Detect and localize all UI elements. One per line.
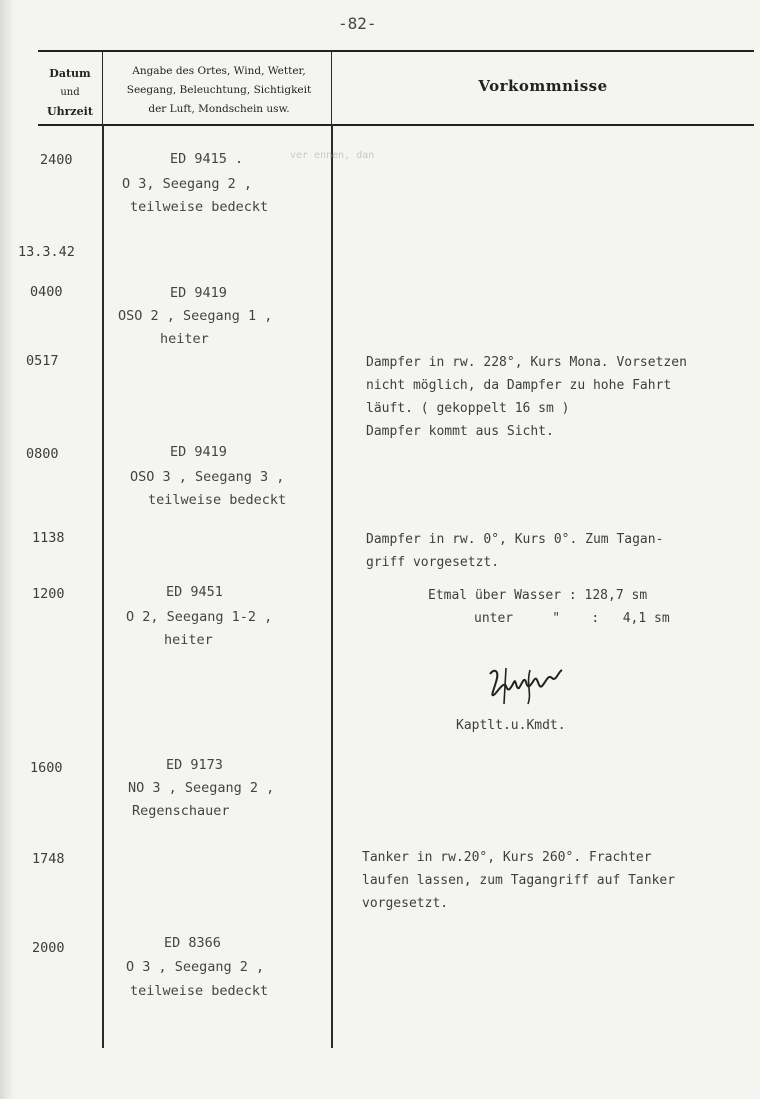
column-divider-2	[331, 124, 333, 1048]
event-line: Dampfer kommt aus Sicht.	[366, 424, 554, 439]
header-events: Vorkommnisse	[478, 77, 608, 95]
wind-sea-state: O 3, Seegang 2 ,	[122, 176, 253, 192]
sky-condition: teilweise bedeckt	[130, 199, 269, 215]
event-line: läuft. ( gekoppelt 16 sm )	[366, 401, 570, 416]
position-grid: ED 8366	[164, 935, 221, 951]
event-line: laufen lassen, zum Tagangriff auf Tanker	[362, 873, 676, 888]
sky-condition: teilweise bedeckt	[148, 492, 287, 508]
entry-time: 1200	[32, 586, 65, 602]
etmal-submerged: unter " : 4,1 sm	[474, 611, 670, 626]
wind-sea-state: OSO 3 , Seegang 3 ,	[130, 469, 285, 485]
position-grid: ED 9173	[166, 757, 223, 773]
sky-condition: heiter	[164, 632, 213, 648]
header-divider-1	[102, 52, 103, 124]
position-grid: ED 9419	[170, 285, 227, 301]
wind-sea-state: O 2, Seegang 1-2 ,	[126, 609, 273, 625]
event-line: Dampfer in rw. 228°, Kurs Mona. Vorsetzen	[366, 355, 687, 370]
event-line: vorgesetzt.	[362, 896, 449, 911]
sky-condition: heiter	[160, 331, 209, 347]
position-grid: ED 9415 .	[170, 151, 244, 167]
entry-time: 2400	[40, 152, 73, 168]
sky-condition: Regenschauer	[132, 803, 230, 819]
faint-show-through-text: ver ennen, dan	[290, 150, 375, 161]
handwritten-signature	[486, 664, 566, 710]
scan-shadow	[0, 0, 14, 1099]
event-line: Dampfer in rw. 0°, Kurs 0°. Zum Tagan-	[366, 532, 664, 547]
entry-time: 0800	[26, 446, 59, 462]
entry-time: 1748	[32, 851, 65, 867]
event-line: Tanker in rw.20°, Kurs 260°. Frachter	[362, 850, 652, 865]
entry-time: 1138	[32, 530, 65, 546]
page-number: -82-	[338, 14, 377, 33]
entry-time: 0400	[30, 284, 63, 300]
wind-sea-state: OSO 2 , Seegang 1 ,	[118, 308, 273, 324]
header-date-time: Datum und Uhrzeit	[47, 67, 93, 118]
entry-time: 0517	[26, 353, 59, 369]
entry-time: 1600	[30, 760, 63, 776]
header-bottom-rule	[38, 124, 754, 126]
etmal-over-water: Etmal über Wasser : 128,7 sm	[428, 588, 648, 603]
wind-sea-state: NO 3 , Seegang 2 ,	[128, 780, 275, 796]
header-location-weather: Angabe des Ortes, Wind, Wetter, Seegang, Beleuchtung, Sichtigkeit der Luft, Mondschein usw.	[126, 65, 312, 115]
sky-condition: teilweise bedeckt	[130, 983, 269, 999]
wind-sea-state: O 3 , Seegang 2 ,	[126, 959, 265, 975]
entry-time: 2000	[32, 940, 65, 956]
event-line: griff vorgesetzt.	[366, 555, 500, 570]
table-top-rule	[38, 50, 754, 52]
position-grid: ED 9419	[170, 444, 227, 460]
signature-caption: Kaptlt.u.Kmdt.	[456, 718, 566, 733]
column-divider-1	[102, 124, 104, 1048]
date-marker: 13.3.42	[18, 244, 75, 260]
position-grid: ED 9451	[166, 584, 223, 600]
event-line: nicht möglich, da Dampfer zu hohe Fahrt	[366, 378, 672, 393]
